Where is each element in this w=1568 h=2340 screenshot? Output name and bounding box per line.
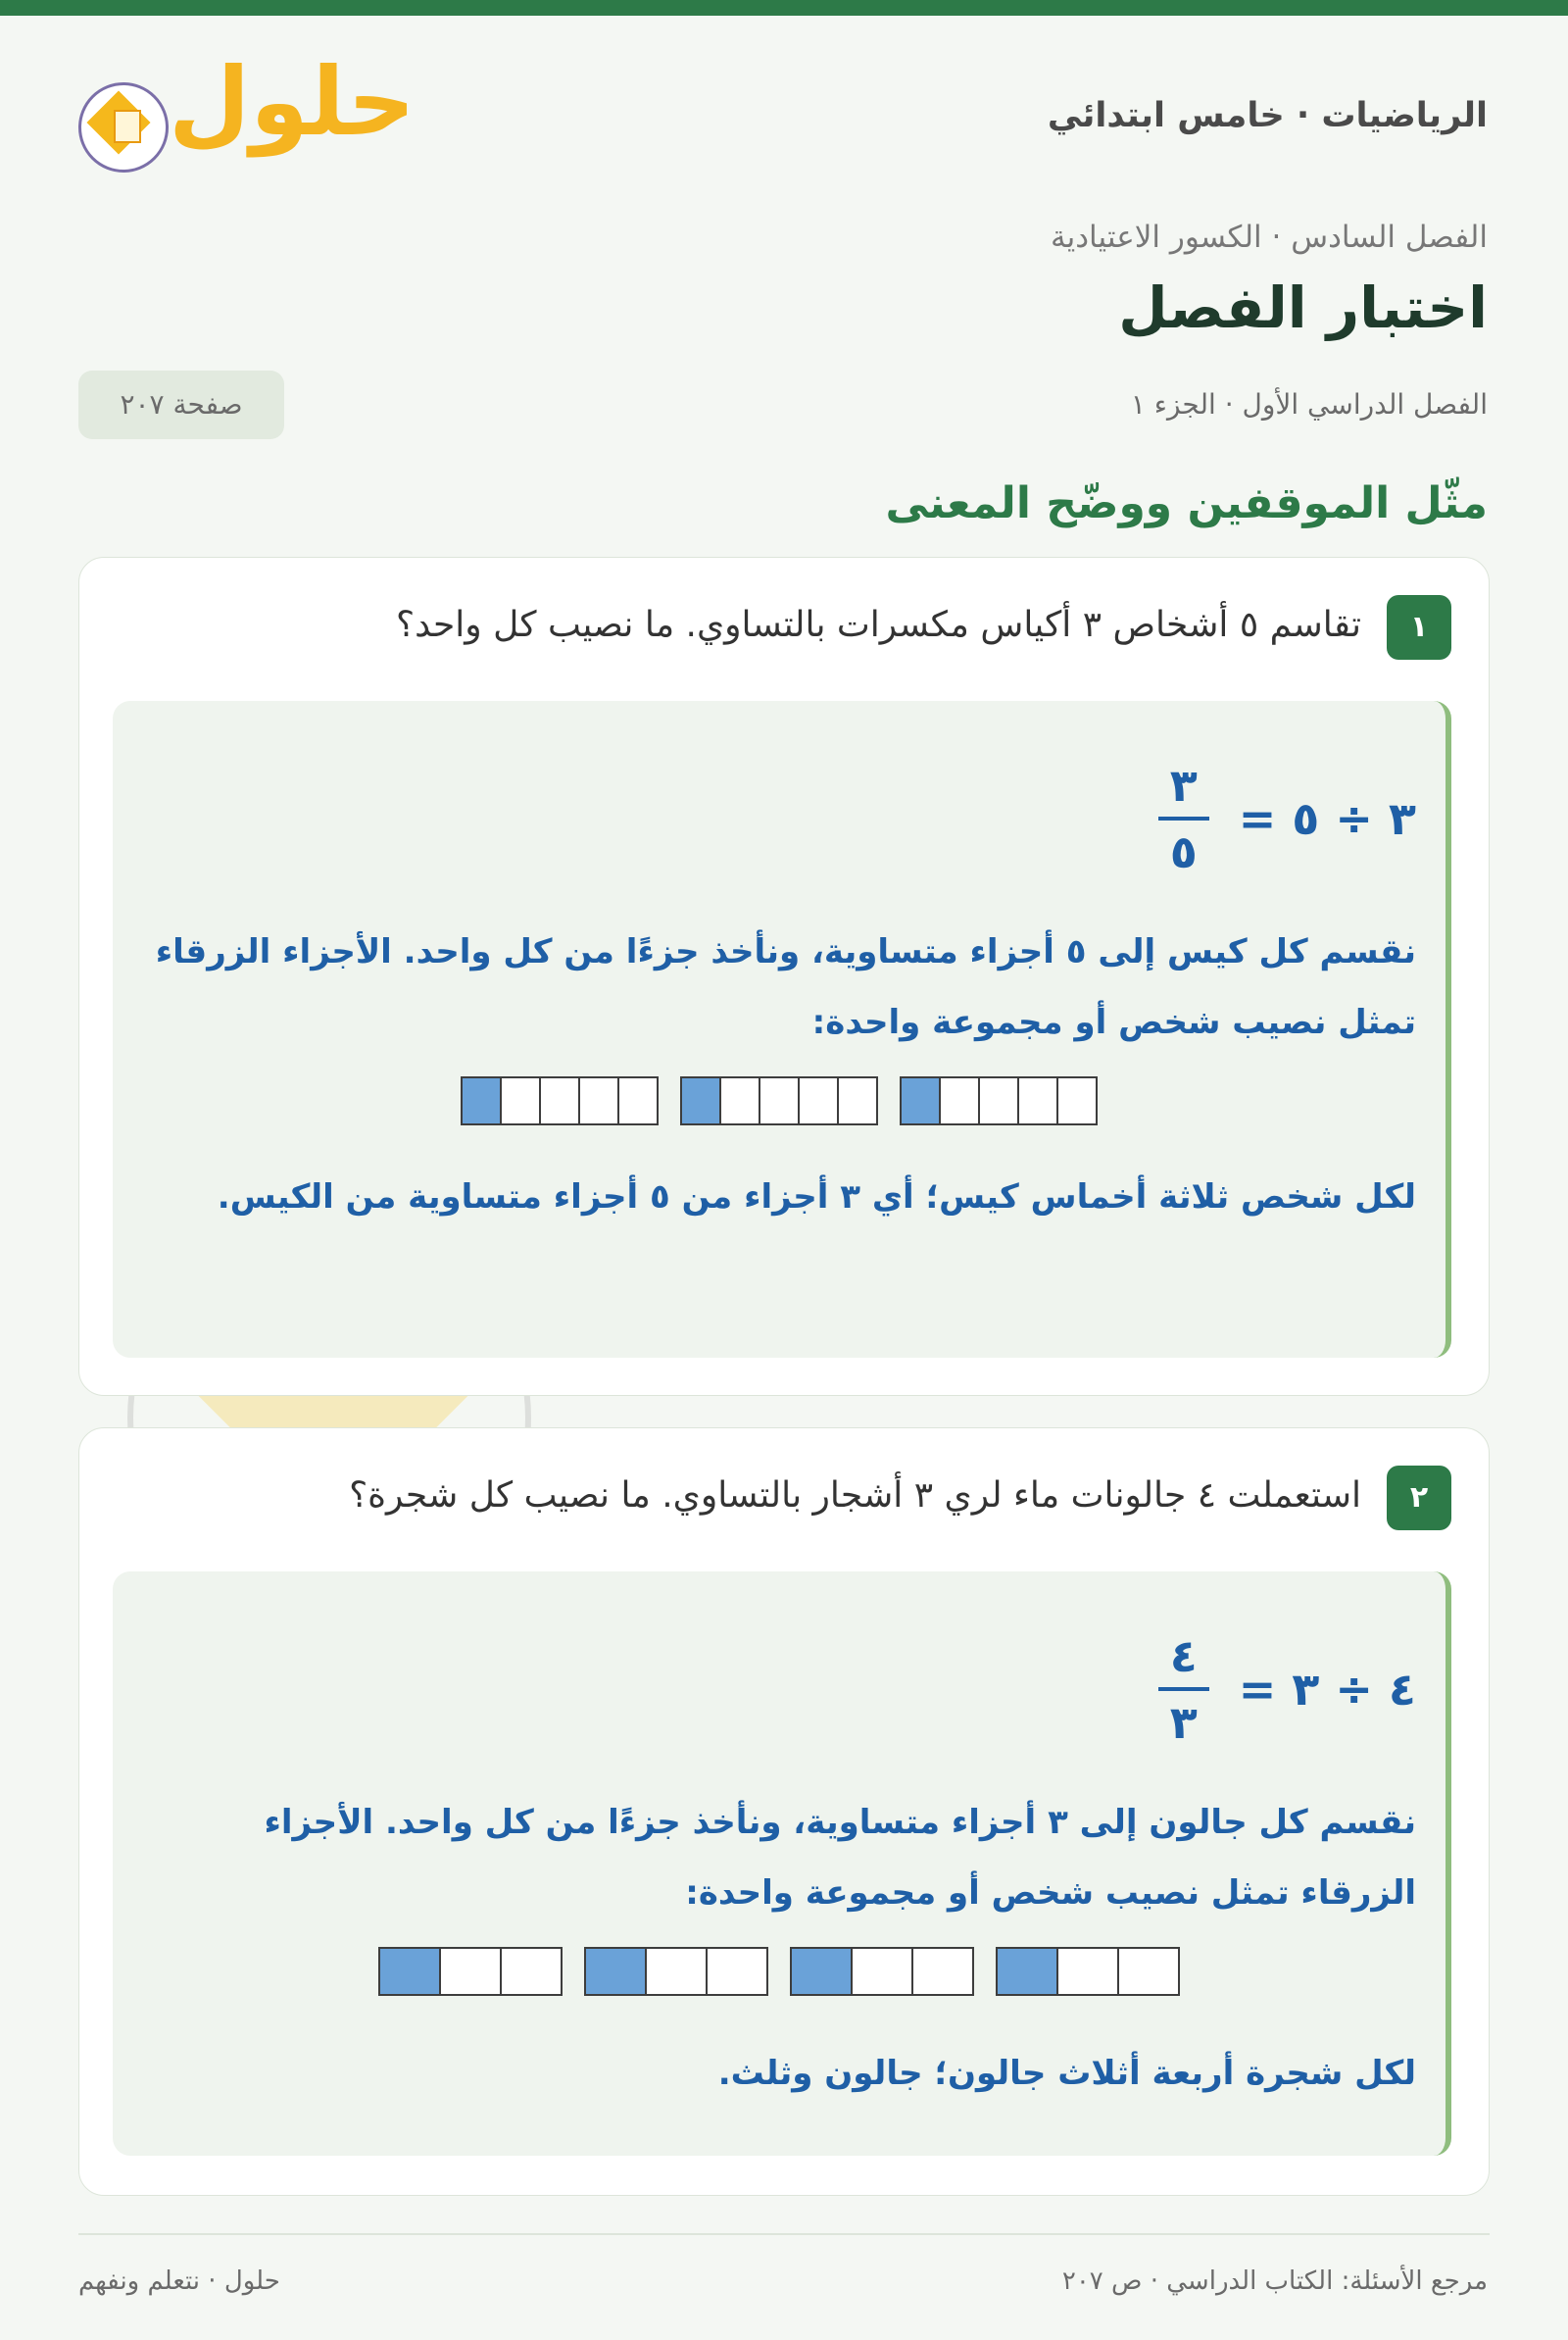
equals-sign: = bbox=[1238, 1663, 1277, 1716]
strip-cell-shaded bbox=[586, 1949, 647, 1994]
strip-cell-shaded bbox=[380, 1949, 441, 1994]
strip-cell bbox=[941, 1078, 980, 1123]
strip-cell bbox=[441, 1949, 502, 1994]
division-equation bbox=[1158, 1630, 1416, 1748]
divisor: ٣ bbox=[1292, 1663, 1320, 1716]
divisor: ٥ bbox=[1292, 792, 1320, 845]
question-card-2 bbox=[78, 1427, 1490, 2196]
question-number-badge: ٢ bbox=[1387, 1466, 1451, 1530]
fraction-numerator: ٤ bbox=[1169, 1629, 1198, 1682]
strip-cell bbox=[839, 1078, 876, 1123]
answer-box bbox=[113, 1571, 1451, 2156]
answer-box bbox=[113, 701, 1451, 1358]
answer-conclusion: لكل شجرة أربعة أثلاث جالون؛ جالون وثلث. bbox=[717, 2054, 1416, 2093]
subject-grade-label: الرياضيات · خامس ابتدائي bbox=[1047, 96, 1488, 135]
fraction-strip bbox=[584, 1947, 768, 1996]
fraction-strip bbox=[680, 1076, 878, 1125]
fraction-numerator: ٣ bbox=[1169, 759, 1198, 812]
answer-conclusion: لكل شخص ثلاثة أخماس كيس؛ أي ٣ أجزاء من ٥ أجزاء متساوية من الكيس. bbox=[217, 1177, 1416, 1217]
fraction-bar bbox=[1158, 1687, 1209, 1691]
strip-cell-shaded bbox=[682, 1078, 721, 1123]
footer-brand: حلول · نتعلم ونفهم bbox=[78, 2266, 280, 2296]
question-text: تقاسم ٥ أشخاص ٣ أكياس مكسرات بالتساوي. ما نصيب كل واحد؟ bbox=[396, 605, 1361, 645]
dividend: ٣ bbox=[1388, 792, 1416, 845]
semester-label: الفصل الدراسي الأول · الجزء ١ bbox=[1130, 388, 1488, 421]
question-text: استعملت ٤ جالونات ماء لري ٣ أشجار بالتساوي. ما نصيب كل شجرة؟ bbox=[349, 1475, 1361, 1516]
strip-cell bbox=[760, 1078, 800, 1123]
strip-cell bbox=[580, 1078, 619, 1123]
strip-cell bbox=[708, 1949, 766, 1994]
strip-cell bbox=[913, 1949, 972, 1994]
strip-cell bbox=[502, 1078, 541, 1123]
result-fraction bbox=[1158, 758, 1209, 879]
answer-explanation: نقسم كل جالون إلى ٣ أجزاء متساوية، ونأخذ جزءًا من كل واحد. الأجزاء الزرقاء تمثل نصيب شخص أو مجموعة واحدة: bbox=[264, 1803, 1416, 1913]
equals-sign: = bbox=[1238, 792, 1277, 845]
fraction-strip bbox=[996, 1947, 1180, 1996]
fraction-strip bbox=[900, 1076, 1098, 1125]
fraction-strip bbox=[790, 1947, 974, 1996]
strip-cell bbox=[721, 1078, 760, 1123]
strip-cell bbox=[502, 1949, 561, 1994]
strip-cell bbox=[800, 1078, 839, 1123]
strip-cell bbox=[541, 1078, 580, 1123]
footer-divider bbox=[78, 2233, 1490, 2235]
division-sign: ÷ bbox=[1335, 1663, 1373, 1716]
strip-cell bbox=[619, 1078, 657, 1123]
question-number-badge: ١ bbox=[1387, 595, 1451, 660]
strip-cell bbox=[1058, 1078, 1096, 1123]
hulul-logo bbox=[78, 47, 416, 178]
question-card-1 bbox=[78, 557, 1490, 1396]
fraction-denominator: ٥ bbox=[1169, 825, 1198, 878]
strip-cell bbox=[647, 1949, 708, 1994]
division-sign: ÷ bbox=[1335, 792, 1373, 845]
strip-cell bbox=[1019, 1078, 1058, 1123]
fraction-bar bbox=[1158, 817, 1209, 821]
logo-text: حلول bbox=[169, 47, 416, 157]
fraction-strips bbox=[113, 1076, 1446, 1125]
strip-cell bbox=[853, 1949, 913, 1994]
division-equation bbox=[1158, 760, 1416, 877]
section-title: مثّل الموقفين ووضّح المعنى bbox=[885, 478, 1488, 528]
page-number-badge: صفحة ٢٠٧ bbox=[78, 371, 284, 439]
strip-cell-shaded bbox=[998, 1949, 1058, 1994]
fraction-denominator: ٣ bbox=[1169, 1696, 1198, 1749]
dividend: ٤ bbox=[1388, 1663, 1416, 1716]
strip-cell-shaded bbox=[902, 1078, 941, 1123]
result-fraction bbox=[1158, 1628, 1209, 1750]
top-accent-bar bbox=[0, 0, 1568, 16]
fraction-strip bbox=[461, 1076, 659, 1125]
page-title: اختبار الفصل bbox=[1118, 274, 1488, 341]
strip-cell bbox=[980, 1078, 1019, 1123]
strip-cell bbox=[1119, 1949, 1178, 1994]
fraction-strip bbox=[378, 1947, 563, 1996]
strip-cell bbox=[1058, 1949, 1119, 1994]
strip-cell-shaded bbox=[463, 1078, 502, 1123]
answer-explanation: نقسم كل كيس إلى ٥ أجزاء متساوية، ونأخذ جزءًا من كل واحد. الأجزاء الزرقاء تمثل نصيب شخص أو مجموعة واحدة: bbox=[155, 932, 1416, 1042]
strip-cell-shaded bbox=[792, 1949, 853, 1994]
fraction-strips bbox=[113, 1947, 1446, 1996]
footer-reference: مرجع الأسئلة: الكتاب الدراسي · ص ٢٠٧ bbox=[1061, 2266, 1488, 2296]
chapter-label: الفصل السادس · الكسور الاعتيادية bbox=[1051, 220, 1488, 255]
logo-book-icon bbox=[114, 110, 141, 143]
